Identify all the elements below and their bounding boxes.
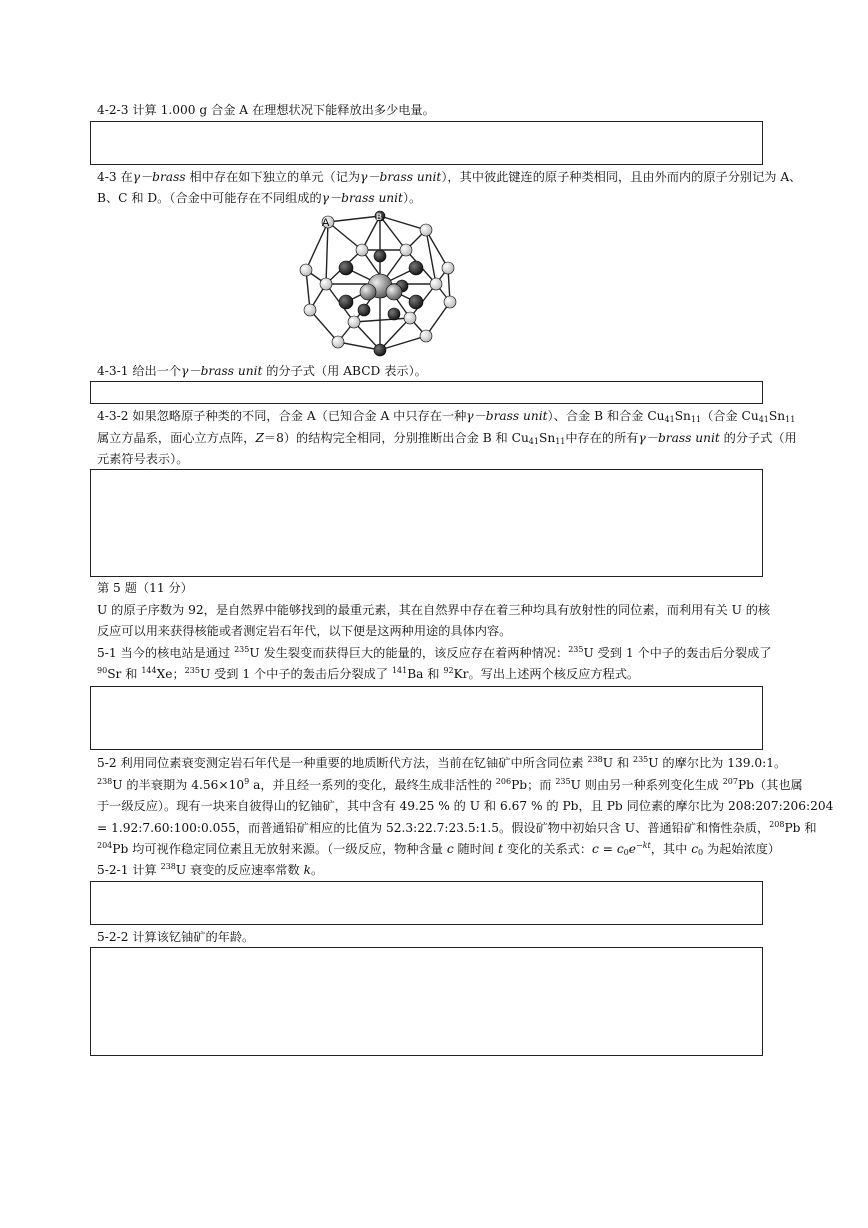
question-5-intro-line2 — [97, 623, 511, 639]
mass-number: 204 — [97, 841, 113, 850]
question-4-3-1 — [97, 363, 427, 379]
question-5-intro-line1 — [97, 602, 770, 618]
mass-number: 207 — [722, 777, 738, 786]
text-run: Ba 和 — [407, 667, 444, 681]
text-run: ），其中彼此键连的原子种类相同，且由外而内的原子分别记为 A、 — [441, 170, 802, 184]
subscript: 41 — [664, 415, 675, 424]
mass-number: 206 — [495, 777, 512, 786]
text-run: 的分子式（用 — [719, 431, 797, 445]
subscript: 11 — [555, 437, 566, 446]
mass-number: 92 — [443, 666, 454, 675]
text-run: 相中存在如下独立的单元（记为 — [185, 170, 361, 184]
mass-number: 235 — [633, 755, 649, 764]
question-5-2-line1 — [97, 755, 786, 771]
text-run: 元素符号表示）。 — [97, 452, 189, 466]
text-run: ）。 — [402, 191, 422, 205]
text-run: 的分子式（用 ABCD 表示）。 — [262, 364, 427, 378]
question-4-3-line1 — [97, 169, 801, 185]
text-run: 4-3-2 如果忽略原子种类的不同，合金 A（已知合金 A 中只存在一种 — [97, 409, 467, 423]
answer-box-5-2-1[interactable] — [90, 881, 763, 925]
text-run: U 的原子序数为 92，是自然界中能够找到的最重元素，其在自然界中存在着三种均具有放射性的同位素，而利用有关 U 的核 — [97, 603, 771, 617]
term-gamma-brass-unit: γ－brass unit — [638, 431, 720, 445]
text-run: Kr。写出上述两个核反应方程式。 — [453, 667, 640, 681]
text-run: Pb 均可视作稳定同位素且无放射来源。（一级反应，物种含量 — [112, 842, 447, 856]
subscript: 0 — [623, 848, 629, 857]
variable-c: c — [446, 842, 454, 856]
question-5-2-2 — [97, 929, 254, 945]
text-run: 随时间 — [453, 842, 498, 856]
variable-k: k — [303, 863, 312, 877]
term-gamma-brass: γ－brass — [132, 170, 186, 184]
text-run: 。 — [311, 863, 324, 877]
question-5-2-line2 — [97, 777, 803, 793]
answer-box-5-1[interactable] — [90, 686, 763, 750]
variable-t: t — [497, 842, 503, 856]
text-run: 5-1 当今的核电站是通过 — [97, 646, 235, 660]
text-run: U 衰变的反应速率常数 — [175, 863, 304, 877]
subscript: 41 — [528, 437, 539, 446]
formula-e: e — [628, 842, 636, 856]
text-run: 为起始浓度） — [703, 842, 781, 856]
text-run: B、C 和 D。（合金中可能存在不同组成的 — [97, 191, 322, 205]
mass-number: 235 — [184, 666, 200, 675]
mass-number: 235 — [568, 645, 584, 654]
question-5-title — [97, 580, 193, 596]
term-gamma-brass-unit: γ－brass unit — [321, 191, 403, 205]
text-run: U 则由另一种系列变化生成 — [570, 778, 723, 792]
subscript: 0 — [698, 848, 704, 857]
term-gamma-brass-unit: γ－brass unit — [360, 170, 442, 184]
text-run: U 受到 1 个中子的轰击后分裂成了 — [583, 646, 772, 660]
text-run: U 的半衰期为 4.56×10 — [112, 778, 245, 792]
question-5-2-line5 — [97, 841, 780, 857]
variable-z: Z — [255, 431, 264, 445]
question-5-2-1 — [97, 862, 323, 878]
subscript: 41 — [758, 415, 769, 424]
mass-number: 238 — [97, 777, 113, 786]
text-run: 5-2 利用同位素衰变测定岩石年代是一种重要的地质断代方法，当前在钇铀矿中所含同位素 — [97, 756, 588, 770]
question-4-3-line2 — [97, 190, 421, 206]
text-run: 4-3-1 给出一个 — [97, 364, 182, 378]
mass-number: 144 — [141, 666, 157, 675]
question-4-3-2-line2 — [97, 430, 797, 446]
text-run: 属立方晶系，面心立方点阵， — [97, 431, 256, 445]
text-run: Sn — [674, 409, 691, 423]
text-run: ＝8）的结构完全相同，分别推断出合金 B 和 Cu — [263, 431, 529, 445]
answer-box-4-2-3[interactable] — [90, 121, 763, 165]
text-run: a，并且经一系列的变化，最终生成非活性的 — [249, 778, 496, 792]
mass-number: 208 — [769, 820, 785, 829]
text-run: Xe； — [156, 667, 185, 681]
mass-number: 238 — [587, 755, 603, 764]
text-run: ）、合金 B 和合金 Cu — [547, 409, 665, 423]
subscript: 11 — [785, 415, 796, 424]
mass-number: 90 — [97, 666, 108, 675]
mass-number: 235 — [234, 645, 250, 654]
formula-c: c — [592, 842, 599, 856]
formula-exponent: −kt — [635, 841, 651, 850]
formula-c0: c — [616, 842, 624, 856]
question-4-3-2-line1 — [97, 408, 795, 424]
text-run: 5-2-2 计算该钇铀矿的年龄。 — [97, 930, 255, 944]
text-run: 4-3 在 — [97, 170, 133, 184]
mass-number: 141 — [391, 666, 408, 675]
text-run: U 的摩尔比为 139.0:1。 — [648, 756, 787, 770]
answer-box-4-3-1[interactable] — [90, 381, 763, 404]
question-5-2-line4 — [97, 820, 817, 836]
text-run: Sr 和 — [107, 667, 142, 681]
question-5-1-line2 — [97, 666, 639, 682]
text-run: （合金 Cu — [701, 409, 759, 423]
text-run: 变化的关系式： — [502, 842, 593, 856]
answer-box-5-2-2[interactable] — [90, 947, 763, 1056]
text-run: 5-2-1 计算 — [97, 863, 161, 877]
question-5-2-line3 — [97, 798, 833, 814]
answer-box-4-3-2[interactable] — [90, 469, 763, 577]
text-run: U 发生裂变而获得巨大的能量的，该反应存在着两种情况： — [249, 646, 569, 660]
variable-c0: c — [691, 842, 699, 856]
text-run: Pb 和 — [784, 821, 817, 835]
section-title: 第 5 题（11 分） — [97, 581, 193, 595]
text-run: 于一级反应）。现有一块来自彼得山的钇铀矿，其中含有 49.25 % 的 U 和 6.67 % 的 Pb，且 Pb 同位素的摩尔比为 208:207:206:204 — [97, 799, 834, 813]
text-run: = 1.92:7.60:100:0.055，而普通铅矿相应的比值为 52.3:22.7:23.5:1.5。假设矿物中初始只含 U、普通铅矿和惰性杂质， — [97, 821, 770, 835]
formula-eq: = — [598, 842, 617, 856]
term-gamma-brass-unit: γ－brass unit — [181, 364, 263, 378]
subscript: 11 — [690, 415, 702, 424]
text-run: ，其中 — [650, 842, 692, 856]
mass-number: 235 — [555, 777, 571, 786]
text-run: U 和 — [602, 756, 633, 770]
mass-number: 238 — [160, 862, 176, 871]
question-5-1-line1 — [97, 645, 772, 661]
figure-label-b: B — [376, 212, 383, 222]
text-run: Sn — [768, 409, 786, 423]
question-text: 4-2-3 计算 1.000 g 合金 A 在理想状况下能释放出多少电量。 — [97, 103, 435, 117]
term-gamma-brass-unit: γ－brass unit — [466, 409, 548, 423]
text-run: Sn — [538, 431, 556, 445]
text-run: U 受到 1 个中子的轰击后分裂成了 — [199, 667, 392, 681]
text-run: 反应可以用来获得核能或者测定岩石年代，以下便是这两种用途的具体内容。 — [97, 624, 512, 638]
text-run: Pb（其也属 — [737, 778, 803, 792]
gamma-brass-cluster-figure — [298, 210, 464, 358]
text-run: Pb；而 — [511, 778, 556, 792]
text-run: 中存在的所有 — [565, 431, 639, 445]
question-4-2-3 — [97, 102, 435, 118]
exponent: 9 — [244, 777, 250, 786]
figure-label-a: A — [322, 217, 330, 229]
question-4-3-2-line3 — [97, 451, 188, 467]
